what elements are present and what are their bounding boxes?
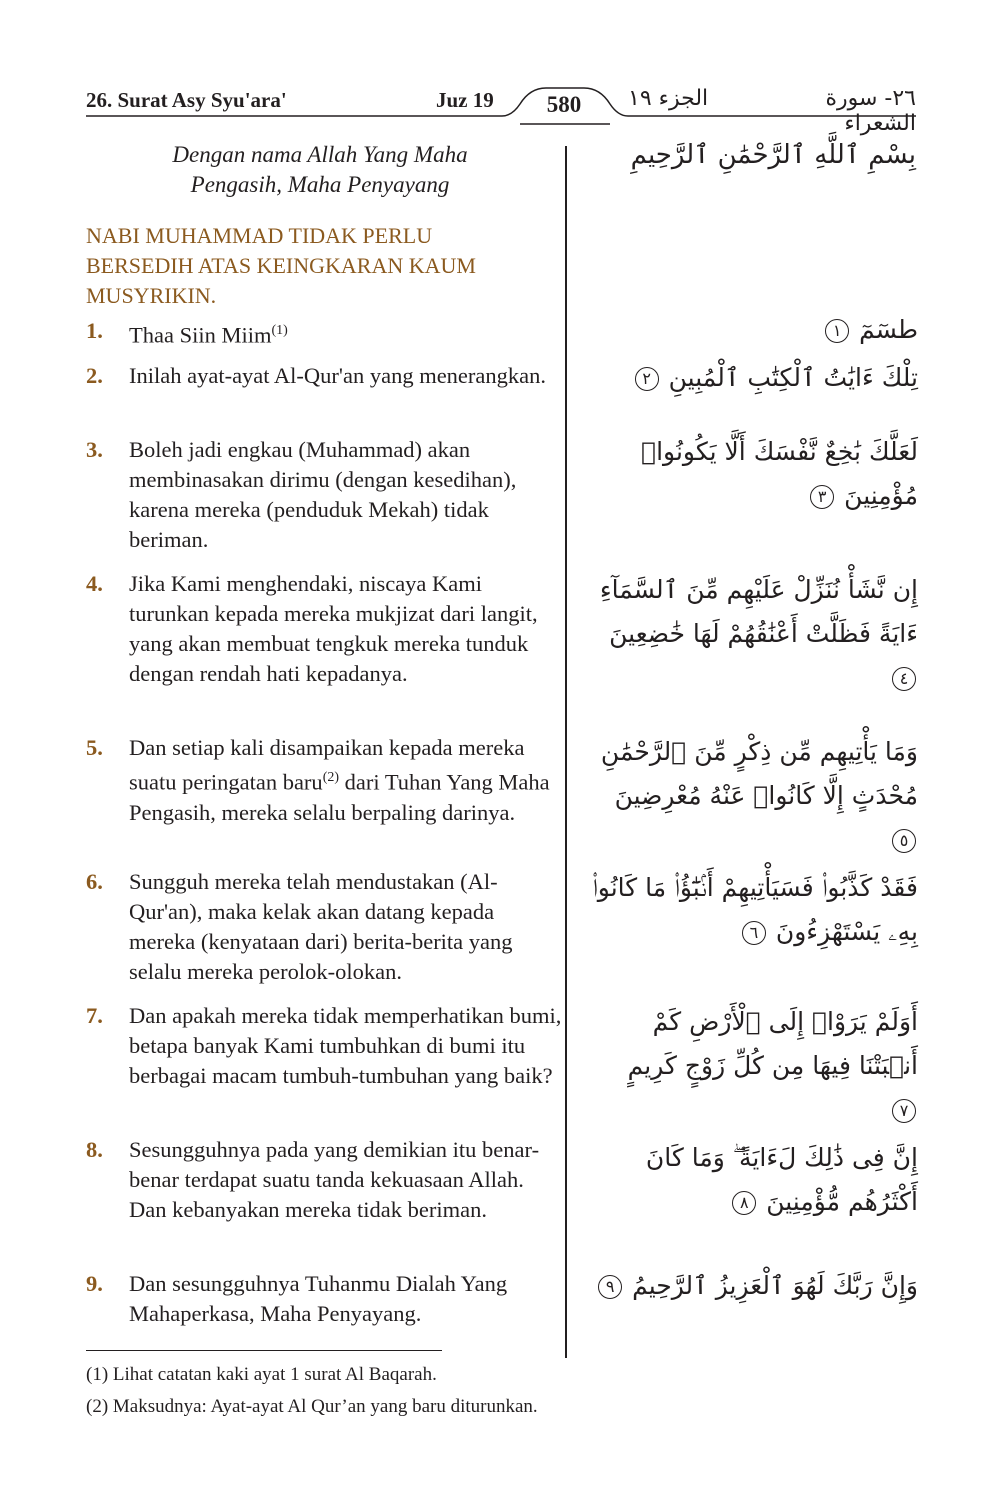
arabic-text: تِلْكَ ءَايَٰتُ ٱلْكِتَٰبِ ٱلْمُبِينِ: [668, 363, 918, 392]
arabic-text: أَوَلَمْ يَرَوْا۟ إِلَى ٱلْأَرْضِ كَمْ أَنۢبَتْنَا فِيهَا مِن كُلِّ زَوْجٍ كَرِيمٍ: [627, 1007, 918, 1080]
page-number: 580: [546, 92, 582, 117]
verse-text: Dan sesungguhnya Tuhanmu Dialah Yang Mahaperkasa, Maha Penyayang.: [129, 1271, 508, 1326]
arabic-text: لَعَلَّكَ بَٰخِعٌ نَّفْسَكَ أَلَّا يَكُونُوا۟ مُؤْمِنِينَ: [641, 437, 918, 510]
verse-number: 9.: [86, 1271, 103, 1296]
column-divider: [565, 146, 567, 1358]
verse-text: Dan setiap kali disampaikan kepada mereka suatu peringatan baru: [129, 735, 525, 795]
ayah-number-icon: ٩: [598, 1275, 622, 1299]
verse-translation: [86, 1135, 562, 1225]
verse-translation: [86, 867, 562, 987]
verse-arabic: [592, 1264, 918, 1308]
ayah-number-icon: ٨: [732, 1191, 756, 1215]
verse-translation: [86, 361, 562, 391]
verse-text: Sungguh mereka telah mendustakan (Al-Qur'an), maka kelak akan datang kepada mereka (kenyataan dari) berita-berita yang selalu mereka perolok-olokan.: [129, 869, 513, 984]
header-juz-arabic: الجزء ١٩: [628, 86, 709, 111]
header-surah-arabic: ٢٦- سورة الشعراء: [825, 86, 916, 136]
ayah-number-icon: ١: [825, 319, 849, 343]
verse-text: Thaa Siin Miim: [129, 322, 272, 348]
verse-text: Sesungguhnya pada yang demikian itu benar-benar terdapat suatu tanda kekuasaan Allah. Dan kebanyakan mereka tidak beriman.: [129, 1137, 540, 1222]
verse-arabic: [592, 866, 918, 954]
arabic-text: إِنَّ فِى ذَٰلِكَ لَءَايَةً ۖ وَمَا كَانَ أَكْثَرُهُم مُّؤْمِنِينَ: [645, 1143, 918, 1216]
verse-arabic: [592, 568, 918, 700]
footnote-ref[interactable]: (1): [271, 323, 288, 338]
verse-text: Jika Kami menghendaki, niscaya Kami turunkan kepada mereka mukjizat dari langit, yang akan membuat tengkuk mereka tunduk dengan rendah hati kepadanya.: [129, 571, 538, 686]
arabic-text: طسٓمٓ: [859, 315, 918, 344]
ayah-number-icon: ٦: [742, 921, 766, 945]
verse-arabic: [592, 1136, 918, 1224]
footnote-1: (1) Lihat catatan kaki ayat 1 surat Al Baqarah.: [86, 1364, 437, 1385]
verse-arabic: [592, 308, 918, 352]
verse-text: Boleh jadi engkau (Muhammad) akan membinasakan dirimu (dengan kesedihan), karena mereka (penduduk Mekah) tidak beriman.: [129, 437, 517, 552]
verse-text: Inilah ayat-ayat Al-Qur'an yang menerangkan.: [129, 363, 547, 388]
footnote-2: (2) Maksudnya: Ayat-ayat Al Qur’an yang baru diturunkan.: [86, 1396, 538, 1417]
verse-text-cont: dari Tuhan Yang Maha Pengasih, mereka selalu berpaling darinya.: [129, 769, 550, 825]
arabic-text: إِن نَّشَأْ نُنَزِّلْ عَلَيْهِم مِّنَ ٱلسَّمَآءِ ءَايَةً فَظَلَّتْ أَعْنَٰقُهُمْ لَهَا خَٰضِعِينَ: [599, 575, 918, 648]
basmala-line-2: Pengasih, Maha Penyayang: [190, 172, 450, 197]
verse-translation: [86, 435, 562, 555]
verse-number: 2.: [86, 363, 103, 388]
ayah-number-icon: ٤: [892, 667, 916, 691]
basmala-line-1: Dengan nama Allah Yang Maha: [172, 142, 468, 167]
verse-number: 8.: [86, 1137, 103, 1162]
verse-translation: [86, 316, 562, 351]
arabic-text: وَإِنَّ رَبَّكَ لَهُوَ ٱلْعَزِيزُ ٱلرَّحِيمُ: [632, 1271, 918, 1300]
section-heading: NABI MUHAMMAD TIDAK PERLU BERSEDIH ATAS KEINGKARAN KAUM MUSYRIKIN.: [86, 223, 476, 308]
arabic-text: فَقَدْ كَذَّبُوا۟ فَسَيَأْتِيهِمْ أَنۢبَٰٓؤُا۟ مَا كَانُوا۟ بِهِۦ يَسْتَهْزِءُونَ: [592, 873, 918, 946]
verse-arabic: [592, 730, 918, 862]
verse-number: 1.: [86, 318, 103, 343]
verse-translation: [86, 569, 562, 689]
ayah-number-icon: ٧: [892, 1099, 916, 1123]
verse-arabic: [592, 430, 918, 518]
verse-number: 4.: [86, 571, 103, 596]
ayah-number-icon: ٥: [892, 829, 916, 853]
basmala-arabic: بِسْمِ ٱللَّهِ ٱلرَّحْمَٰنِ ٱلرَّحِيمِ: [630, 140, 916, 170]
verse-text: Dan apakah mereka tidak memperhatikan bumi, betapa banyak Kami tumbuhkan di bumi itu berbagai macam tumbuh-tumbuhan yang baik?: [129, 1003, 562, 1088]
verse-number: 3.: [86, 437, 103, 462]
verse-arabic: [592, 356, 918, 400]
header-surah-title: 26. Surat Asy Syu'ara': [86, 88, 287, 112]
basmala-translation: [110, 140, 530, 200]
verse-number: 7.: [86, 1003, 103, 1028]
verse-number: 6.: [86, 869, 103, 894]
footnote-divider: [86, 1350, 442, 1351]
ayah-number-icon: ٢: [635, 367, 659, 391]
footnote-ref[interactable]: (2): [322, 770, 340, 785]
verse-arabic: [592, 1000, 918, 1132]
verse-translation: [86, 1269, 562, 1329]
verse-number: 5.: [86, 735, 103, 760]
verse-translation: [86, 1001, 562, 1091]
arabic-text: وَمَا يَأْتِيهِم مِّن ذِكْرٍ مِّنَ ٱلرَّحْمَٰنِ مُحْدَثٍ إِلَّا كَانُوا۟ عَنْهُ مُعْرِضِينَ: [600, 737, 918, 810]
ayah-number-icon: ٣: [810, 485, 834, 509]
header-juz: Juz 19: [436, 88, 494, 112]
verse-translation: [86, 733, 562, 828]
